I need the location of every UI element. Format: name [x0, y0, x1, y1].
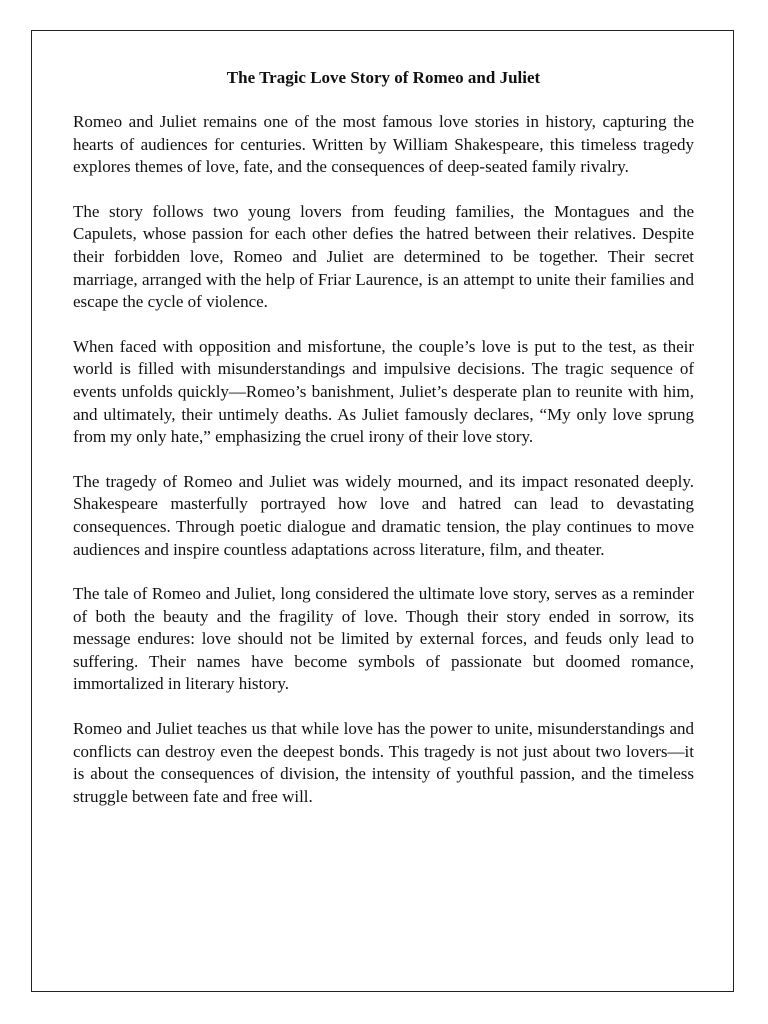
paragraph-2: The story follows two young lovers from feuding families, the Montagues and the Capulets, whose passion for each other defies the hatred between their relatives. Despite their forbidden love, Romeo and Juliet are determined to be together. Their secret marriage, arranged with the help of Friar Laurence, is an attempt to unite their families and escape the cycle of violence.	[73, 201, 694, 312]
paragraph-6: Romeo and Juliet teaches us that while love has the power to unite, misunderstandings and conflicts can destroy even the deepest bonds. This tragedy is not just about two lovers—it is about the consequences of division, the intensity of youthful passion, and the timeless struggle between fate and free will.	[73, 719, 694, 806]
document-body	[73, 66, 694, 830]
paragraph-1: Romeo and Juliet remains one of the most famous love stories in history, capturing the hearts of audiences for centuries. Written by William Shakespeare, this timeless tragedy explores themes of love, fate, and the consequences of deep-seated family rivalry.	[73, 112, 694, 177]
paragraph-4: The tragedy of Romeo and Juliet was widely mourned, and its impact resonated deeply. Shakespeare masterfully portrayed how love and hatred can lead to devastating consequences. Through poetic dialogue and dramatic tension, the play continues to move audiences and inspire countless adaptations across literature, film, and theater.	[73, 471, 694, 559]
paragraph-5: The tale of Romeo and Juliet, long considered the ultimate love story, serves as a reminder of both the beauty and the fragility of love. Though their story ended in sorrow, its message endures: love should not be limited by external forces, and feuds only lead to suffering. Their names have become symbols of passionate but doomed romance, immortalized in literary history.	[73, 584, 694, 694]
paragraph-3: When faced with opposition and misfortune, the couple’s love is put to the test, as their world is filled with misunderstandings and impulsive decisions. The tragic sequence of events unfolds quickly—Romeo’s banishment, Juliet’s desperate plan to reunite with him, and ultimately, their untimely deaths. As Juliet famously declares, “My only love sprung from my only hate,” emphasizing the cruel irony of their love story.	[73, 336, 694, 447]
document-title: The Tragic Love Story of Romeo and Juliet	[226, 68, 541, 87]
